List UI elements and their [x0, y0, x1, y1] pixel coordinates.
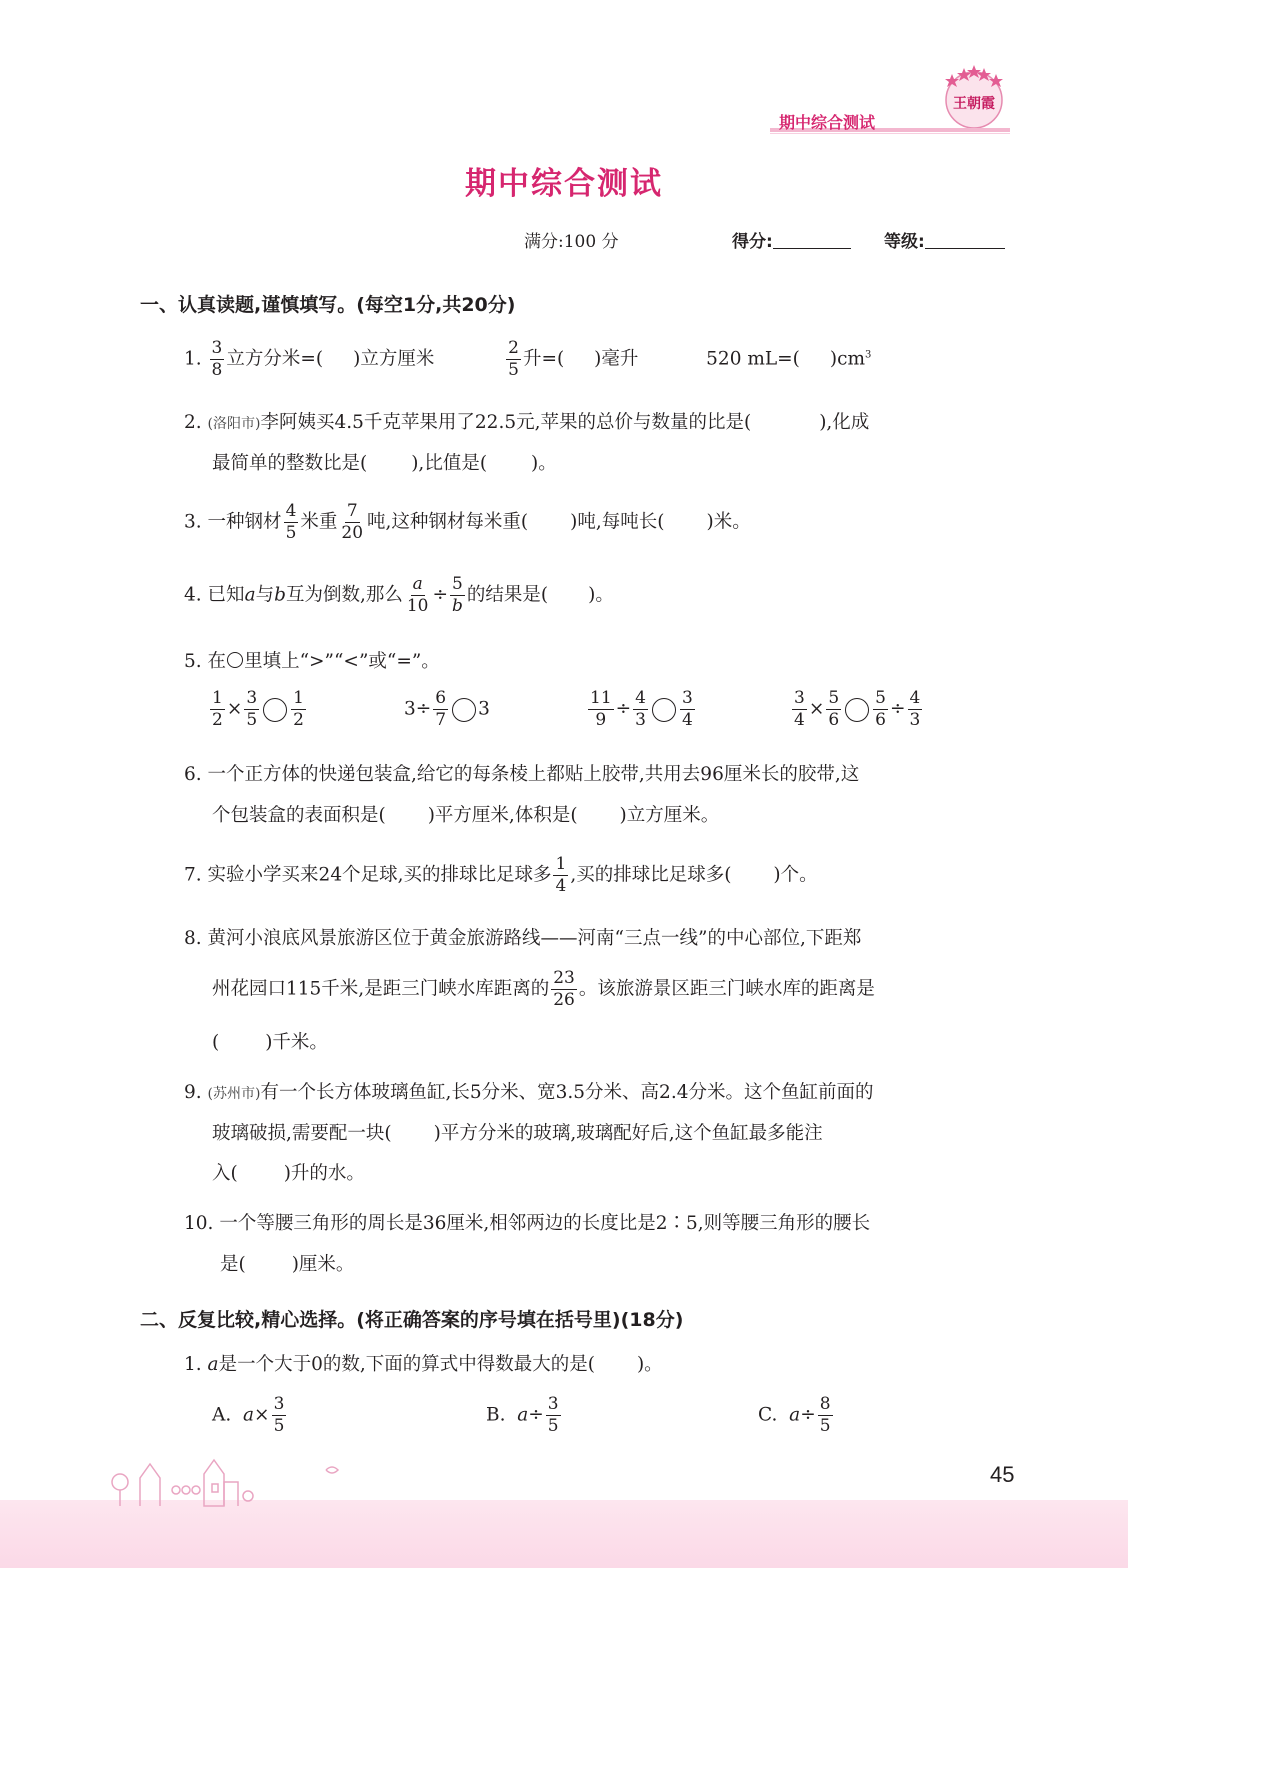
question-number: 4.: [184, 584, 202, 606]
variable-a: a: [517, 1404, 529, 1426]
option-a[interactable]: [212, 1396, 288, 1435]
fraction-denominator: 20: [341, 523, 364, 543]
option-label: A.: [212, 1404, 232, 1426]
fraction-numerator: 11: [590, 688, 612, 708]
text: )。: [588, 584, 614, 606]
text: )cm: [829, 348, 866, 370]
text: ),化成: [819, 412, 870, 433]
header-section-label: 期中综合测试: [779, 113, 876, 132]
question-number: 1.: [184, 348, 202, 370]
text: )升的水。: [283, 1163, 365, 1184]
fraction-numerator: 5: [452, 574, 463, 594]
text: 3÷: [404, 698, 432, 720]
compare-expression-4: [790, 690, 924, 729]
question-1-2-line2: [212, 455, 557, 474]
operator: ×: [254, 1404, 270, 1426]
text: 州花园口115千米,是距三门峡水库距离的: [212, 978, 550, 1000]
fraction-numerator: 6: [435, 688, 447, 708]
header-bar-line: [770, 133, 1010, 134]
question-number: 7.: [184, 864, 202, 886]
text: )米。: [706, 511, 751, 533]
variable-a: a: [243, 1404, 255, 1426]
text: 在: [207, 651, 227, 672]
question-number: 1.: [184, 1354, 202, 1375]
logo-text: 王朝霞: [953, 96, 995, 112]
text: 是一个大于0的数,下面的算式中得数最大的是(: [218, 1354, 595, 1375]
text: 里填上“>”“<”或“=”。: [244, 651, 440, 672]
page-number: 45: [990, 1462, 1015, 1487]
grade-blank[interactable]: [925, 230, 1005, 249]
compare-circle[interactable]: [452, 698, 476, 722]
compare-circle[interactable]: [845, 698, 869, 722]
fraction-denominator: 2: [212, 710, 223, 730]
fraction-denominator: 2: [293, 710, 304, 730]
text: 是(: [220, 1254, 246, 1275]
fraction-numerator: 3: [794, 688, 805, 708]
text: 实验小学买来24个足球,买的排球比足球多: [207, 864, 552, 886]
fraction-numerator: 4: [909, 688, 921, 708]
question-1-1: [184, 340, 871, 379]
text: 一种钢材: [207, 511, 282, 533]
question-number: 10.: [184, 1213, 214, 1234]
section-2-heading: 二、反复比较,精心选择。(将正确答案的序号填在括号里)(18分): [140, 1309, 684, 1331]
compare-circle[interactable]: [652, 698, 676, 722]
fraction-denominator: 9: [595, 710, 607, 730]
variable-b: b: [274, 584, 286, 606]
fraction-denominator: 5: [285, 523, 297, 543]
operator: ÷: [432, 584, 448, 606]
text: )。: [531, 453, 557, 474]
question-1-6-line2: [212, 807, 719, 826]
variable-a: a: [244, 584, 256, 606]
text: )吨,每吨长(: [570, 511, 665, 533]
fraction-numerator: 3: [246, 688, 258, 708]
question-number: 3.: [184, 511, 202, 533]
text: 的结果是(: [466, 584, 549, 606]
variable-a: a: [207, 1354, 219, 1375]
text: 米重: [300, 511, 338, 533]
fraction-numerator: 5: [828, 688, 840, 708]
question-1-3: [184, 503, 751, 542]
score-field: [732, 227, 851, 252]
fraction-numerator: 2: [508, 338, 519, 358]
question-2-1: [184, 1356, 663, 1375]
full-marks: 满分:100 分: [524, 232, 619, 252]
question-1-8: [184, 930, 861, 949]
operator: ×: [226, 698, 243, 720]
question-number: 6.: [184, 764, 202, 785]
fraction-denominator: 5: [246, 710, 258, 730]
operator: ×: [808, 698, 825, 720]
fraction-denominator: b: [452, 596, 463, 616]
question-1-9-line2: [212, 1125, 823, 1144]
publisher-logo: [938, 60, 1010, 132]
compare-expression-1: [208, 690, 308, 729]
fraction-numerator: 3: [211, 338, 223, 358]
fraction-numerator: 3: [547, 1394, 559, 1414]
castle-decoration-icon: [100, 1440, 380, 1510]
text: 互为倒数,那么: [285, 584, 403, 606]
fraction-denominator: 4: [794, 710, 805, 730]
fraction-denominator: 4: [681, 710, 693, 730]
text: )。: [636, 1354, 663, 1375]
question-1-10-line2: [220, 1256, 354, 1275]
section-1-heading: 一、认真读题,谨慎填写。(每空1分,共20分): [140, 294, 516, 316]
fraction-denominator: 5: [273, 1416, 285, 1436]
question-1-7: [184, 856, 818, 895]
question-source: (洛阳市): [207, 416, 261, 432]
text: ),比值是(: [411, 453, 488, 474]
superscript: 3: [865, 349, 872, 361]
fraction-denominator: 6: [828, 710, 840, 730]
question-1-9-line3: [212, 1165, 365, 1184]
compare-expression-2: [404, 690, 490, 729]
text: 黄河小浪底风景旅游区位于黄金旅游路线——河南“三点一线”的中心部位,下距郑: [207, 928, 862, 949]
text: )立方厘米。: [619, 805, 720, 826]
circle-icon: [227, 652, 243, 668]
variable-a: a: [789, 1404, 801, 1426]
fraction-numerator: 5: [875, 688, 886, 708]
fraction-numerator: 8: [819, 1394, 831, 1414]
fraction-denominator: 3: [635, 710, 646, 730]
fraction-denominator: 10: [406, 596, 429, 616]
text: )立方厘米: [353, 348, 435, 370]
fraction-denominator: 7: [435, 710, 447, 730]
operator: ÷: [528, 1404, 544, 1426]
page-title: 期中综合测试: [465, 166, 663, 202]
fraction-numerator: 3: [681, 688, 693, 708]
fraction-numerator: 1: [555, 854, 567, 874]
text: 玻璃破损,需要配一块(: [212, 1123, 392, 1144]
compare-circle[interactable]: [263, 698, 287, 722]
text: 3: [478, 698, 490, 720]
question-1-5: [184, 652, 440, 672]
fraction-numerator: 7: [346, 501, 358, 521]
fraction-denominator: 5: [508, 360, 519, 380]
fraction-numerator: 1: [293, 688, 304, 708]
fraction-numerator: 4: [635, 688, 646, 708]
question-1-8-line2: [212, 970, 875, 1009]
operator: ÷: [890, 698, 906, 720]
question-1-9: [184, 1084, 873, 1103]
compare-expression-3: [586, 690, 697, 729]
fraction-denominator: 8: [211, 360, 223, 380]
text: 入(: [212, 1163, 238, 1184]
question-1-10: [184, 1215, 870, 1234]
question-1-4: [184, 576, 614, 615]
fraction-numerator: 4: [285, 501, 297, 521]
question-number: 8.: [184, 928, 202, 949]
operator: ÷: [615, 698, 632, 720]
text: 李阿姨买4.5千克苹果用了22.5元,苹果的总价与数量的比是(: [260, 412, 752, 433]
fraction-denominator: 26: [553, 990, 575, 1010]
text: )厘米。: [291, 1254, 355, 1275]
fraction-denominator: 3: [909, 710, 921, 730]
text: )毫升: [594, 348, 639, 370]
question-source: (苏州市): [207, 1086, 261, 1102]
fraction-numerator: 23: [553, 968, 575, 988]
grade-field: [884, 227, 1005, 252]
footer-band: [0, 1500, 1128, 1568]
fraction-numerator: 1: [212, 688, 223, 708]
text: 已知: [207, 584, 245, 606]
text: 520 mL=(: [706, 348, 800, 370]
fraction-denominator: 5: [819, 1416, 831, 1436]
grade-label: 等级:: [884, 232, 925, 252]
option-b[interactable]: [486, 1396, 563, 1435]
text: 。该旅游景区距三门峡水库的距离是: [578, 978, 875, 1000]
option-label: B.: [486, 1404, 506, 1426]
text: )平方厘米,体积是(: [427, 805, 578, 826]
text: )平方分米的玻璃,玻璃配好后,这个鱼缸最多能注: [433, 1123, 823, 1144]
text: (: [212, 1032, 220, 1053]
text: 有一个长方体玻璃鱼缸,长5分米、宽3.5分米、高2.4分米。这个鱼缸前面的: [260, 1082, 874, 1103]
fraction-denominator: 6: [875, 710, 886, 730]
text: )个。: [773, 864, 818, 886]
question-1-8-line3: [212, 1034, 328, 1053]
text: 一个正方体的快递包装盒,给它的每条棱上都贴上胶带,共用去96厘米长的胶带,这: [207, 764, 860, 785]
text: 立方分米=(: [226, 348, 324, 370]
question-1-6: [184, 766, 859, 785]
text: 与: [255, 584, 275, 606]
question-1-2: [184, 414, 869, 433]
question-number: 9.: [184, 1082, 202, 1103]
option-label: C.: [758, 1404, 778, 1426]
text: ,买的排球比足球多(: [570, 864, 732, 886]
operator: ÷: [800, 1404, 816, 1426]
text: 一个等腰三角形的周长是36厘米,相邻两边的长度比是2∶5,则等腰三角形的腰长: [219, 1213, 871, 1234]
question-number: 5.: [184, 651, 202, 672]
text: 最简单的整数比是(: [212, 453, 368, 474]
text: )千米。: [265, 1032, 328, 1053]
fraction-denominator: 5: [547, 1416, 559, 1436]
fraction-numerator: a: [412, 574, 423, 594]
text: 吨,这种钢材每米重(: [367, 511, 529, 533]
fraction-denominator: 4: [555, 876, 567, 896]
text: 升=(: [522, 348, 565, 370]
score-label: 得分:: [732, 232, 773, 252]
fraction-numerator: 3: [273, 1394, 285, 1414]
option-c[interactable]: [758, 1396, 835, 1435]
text: 个包装盒的表面积是(: [212, 805, 386, 826]
question-number: 2.: [184, 412, 202, 433]
score-blank[interactable]: [773, 230, 851, 249]
